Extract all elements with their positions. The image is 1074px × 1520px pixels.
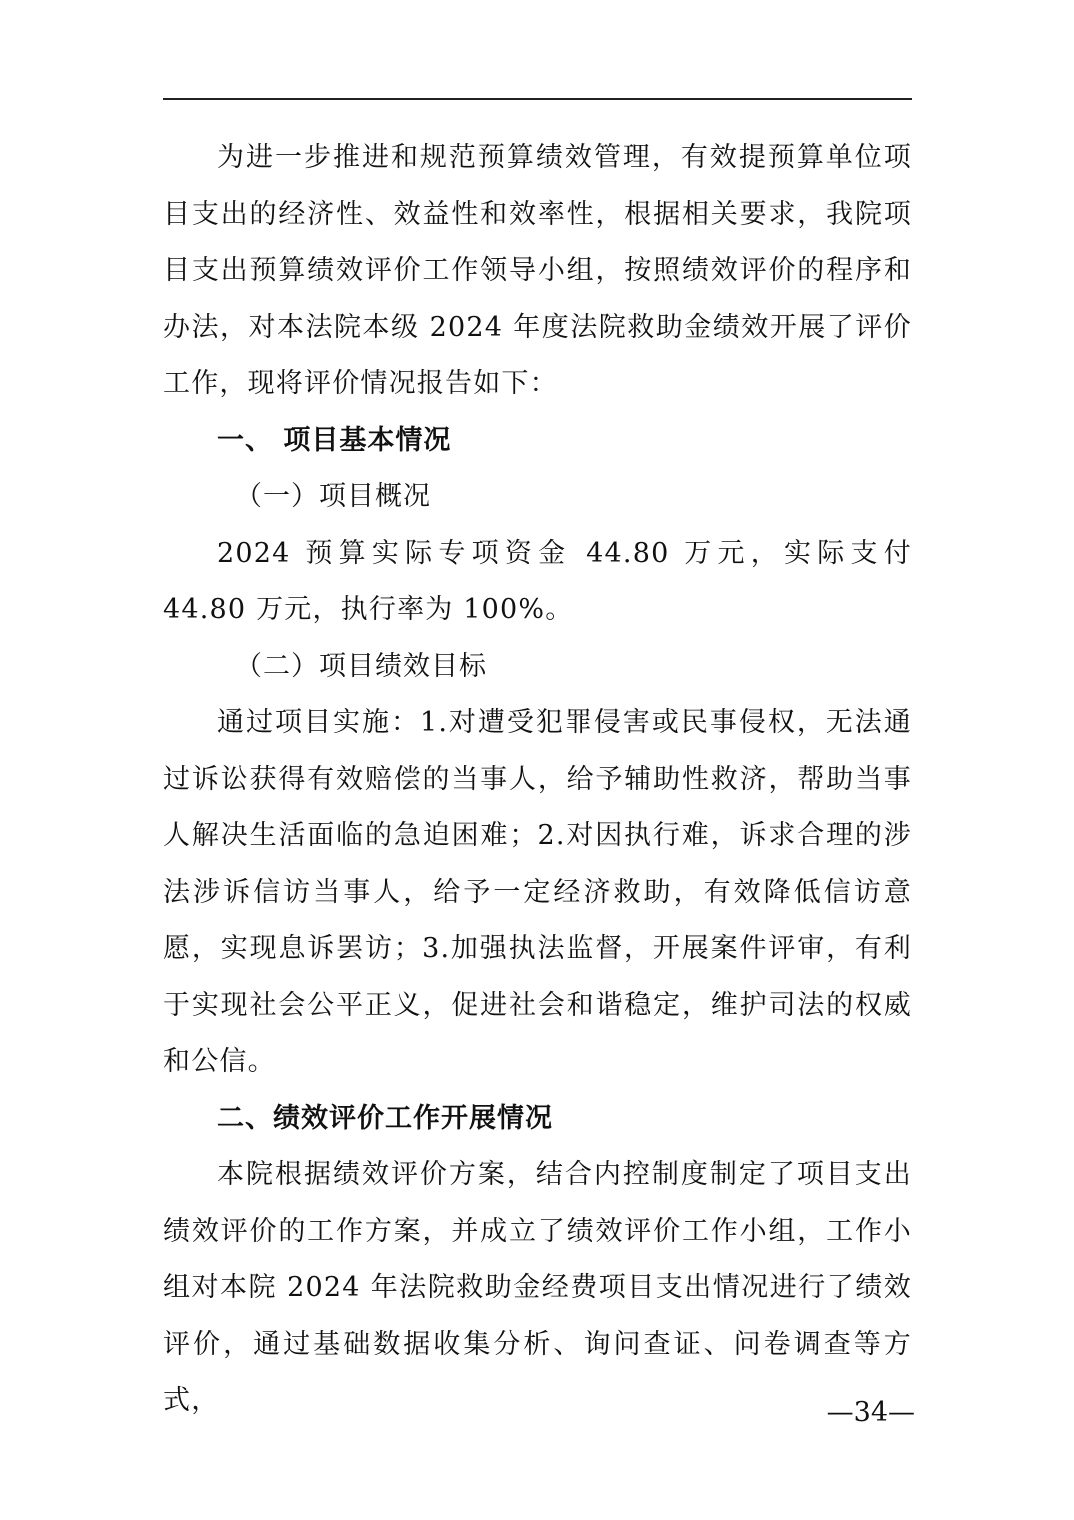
intro-paragraph: 为进一步推进和规范预算绩效管理，有效提预算单位项目支出的经济性、效益性和效率性，根据相关要求，我院项目支出预算绩效评价工作领导小组，按照绩效评价的程序和办法，对本法院本级 2024 年度法院救助金绩效开展了评价工作，现将评价情况报告如下：: [163, 142, 912, 399]
section-heading-2: 二、绩效评价工作开展情况: [217, 1102, 553, 1134]
evaluation-paragraph: 本院根据绩效评价方案，结合内控制度制定了项目支出绩效评价的工作方案，并成立了绩效评价工作小组，工作小组对本院 2024 年法院救助金经费项目支出情况进行了绩效评价，通过基础数据收集分析、询问查证、问卷调查等方式，: [163, 1159, 912, 1416]
subsection-heading-1: （一）项目概况: [235, 481, 431, 512]
budget-paragraph: 2024 预算实际专项资金 44.80 万元，实际支付 44.80 万元，执行率为 100%。: [163, 537, 912, 625]
document-body: [163, 130, 912, 1430]
header-rule: [163, 98, 912, 100]
section-heading-1: 一、 项目基本情况: [217, 424, 452, 456]
page-number: —34—: [826, 1397, 915, 1428]
objectives-paragraph: 通过项目实施：1.对遭受犯罪侵害或民事侵权，无法通过诉讼获得有效赔偿的当事人，给予辅助性救济，帮助当事人解决生活面临的急迫困难；2.对因执行难，诉求合理的涉法涉诉信访当事人，给予一定经济救助，有效降低信访意愿，实现息诉罢访；3.加强执法监督，开展案件评审，有利于实现社会公平正义，促进社会和谐稳定，维护司法的权威和公信。: [163, 707, 912, 1077]
subsection-heading-2: （二）项目绩效目标: [235, 650, 487, 682]
